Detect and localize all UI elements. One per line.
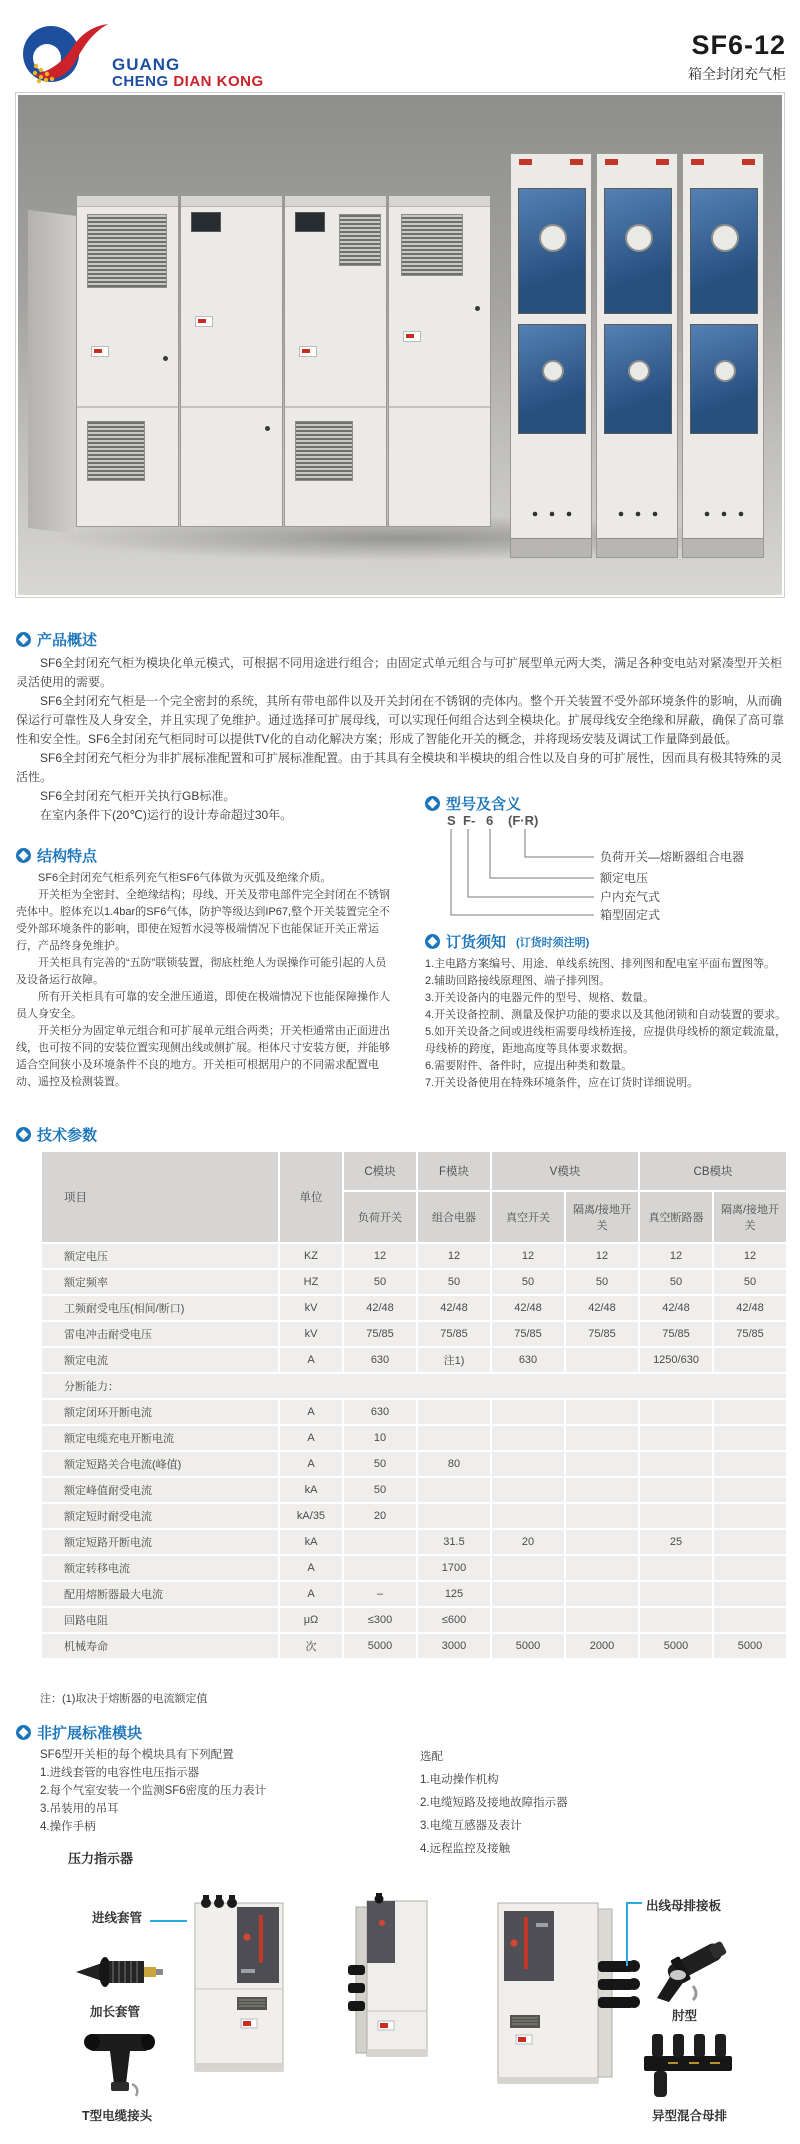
switchgear-unit-front-image [183, 1893, 288, 2083]
flower-icon [425, 934, 440, 949]
unit-cell: A [280, 1348, 342, 1372]
table-row [42, 1478, 786, 1502]
param-name-cell: 额定电压 [42, 1244, 278, 1268]
col-group-header: V模块 [492, 1152, 638, 1190]
param-name-cell: 额定频率 [42, 1270, 278, 1294]
value-cell [640, 1400, 712, 1424]
vent-grille [87, 214, 167, 288]
value-cell [566, 1556, 638, 1580]
value-cell: 50 [344, 1270, 416, 1294]
value-cell [714, 1556, 786, 1580]
diagram-line [490, 829, 594, 878]
value-cell [566, 1478, 638, 1502]
value-cell: 50 [640, 1270, 712, 1294]
value-cell [640, 1478, 712, 1502]
unit-cell: A [280, 1556, 342, 1580]
unit-cell: KZ [280, 1244, 342, 1268]
section-heading-text: 非扩展标准模块 [37, 1725, 143, 1742]
switchgear-unit-side-image [348, 1893, 433, 2065]
table-row [42, 1504, 786, 1528]
value-cell [640, 1556, 712, 1580]
value-cell: 42/48 [492, 1296, 564, 1320]
overview-paragraph: SF6全封闭充气柜是一个完全密封的系统，其所有带电部件以及开关封闭在不锈钢的壳体内。整个开关装置不受外部环境条件的影响，从而确保运行可靠性及人身安全，并且实现了免维护。通过选择可扩展母线，可以实现任何组合达到全模块化。扩展母线安全绝缘和屏蔽，确保了高可靠性和安全性。SF6全封闭充气柜同时可以提供TV化的自动化解决方案；形成了智能化开关的概念，并将现场安装及调试工作量降到最低。 [16, 694, 785, 746]
diagram-line [525, 829, 594, 857]
col-group-header: C模块 [344, 1152, 416, 1190]
standard-config-list [40, 1746, 380, 1836]
cabinet-figure [180, 195, 283, 527]
section-heading-text: 结构特点 [37, 848, 98, 865]
table-row [42, 1400, 786, 1424]
value-cell [640, 1452, 712, 1476]
section-modules-heading [16, 1722, 142, 1743]
page-title: SF6-12 [691, 30, 786, 60]
model-label: 箱型固定式 [600, 908, 661, 922]
pointer-line [150, 1920, 187, 1922]
value-cell: 5000 [344, 1634, 416, 1658]
overview-paragraphs [16, 654, 786, 825]
table-row [42, 1530, 786, 1554]
unit-cell: A [280, 1452, 342, 1476]
table-row [42, 1426, 786, 1450]
ordering-item: 4.开关设备控制、测量及保护功能的要求以及其他闭锁和自动装置的要求。 [425, 1009, 787, 1021]
model-code-part: F- [463, 813, 476, 828]
value-cell [492, 1478, 564, 1502]
section-row-cell: 分断能力： [42, 1374, 786, 1398]
value-cell [640, 1504, 712, 1528]
product-photo-scene [18, 95, 782, 595]
value-cell: 42/48 [418, 1296, 490, 1320]
unit-cell: A [280, 1426, 342, 1450]
value-cell [344, 1556, 416, 1580]
cabinet-figure [76, 195, 179, 527]
value-cell: 50 [344, 1478, 416, 1502]
structure-paragraphs [16, 870, 392, 1091]
value-cell: 20 [344, 1504, 416, 1528]
value-cell [640, 1582, 712, 1606]
extended-bushing-image [72, 1950, 167, 1995]
brand-line-1: GUANG [112, 55, 181, 74]
value-cell: 630 [344, 1400, 416, 1424]
table-row [42, 1582, 786, 1606]
model-label: 负荷开关—熔断器组合电器 [600, 850, 745, 864]
cabinet-figure [388, 195, 491, 527]
value-cell: 12 [640, 1244, 712, 1268]
value-cell [566, 1608, 638, 1632]
hybrid-busbar-label: 异型混合母排 [652, 2109, 728, 2123]
value-cell [640, 1608, 712, 1632]
optional-config-title: 选配 [420, 1751, 443, 1763]
unit-cell: kA [280, 1478, 342, 1502]
value-cell [714, 1582, 786, 1606]
value-cell [714, 1478, 786, 1502]
cabinet-figure [284, 195, 387, 527]
col-subheader: 隔离/接地开关 [714, 1192, 786, 1242]
param-name-cell: 额定短路开断电流 [42, 1530, 278, 1554]
unit-cell: 次 [280, 1634, 342, 1658]
value-cell: 12 [492, 1244, 564, 1268]
pointer-line [626, 1902, 628, 1966]
value-cell [714, 1348, 786, 1372]
flower-icon [16, 1127, 31, 1142]
ordering-heading-note: (订货时须注明) [516, 936, 590, 949]
value-cell [566, 1426, 638, 1450]
vent-grille [339, 214, 381, 266]
value-cell [566, 1582, 638, 1606]
value-cell: 10 [344, 1426, 416, 1450]
value-cell: ≤600 [418, 1608, 490, 1632]
unit-cell: μΩ [280, 1608, 342, 1632]
unit-cell: kA/35 [280, 1504, 342, 1528]
unit-cell: A [280, 1582, 342, 1606]
value-cell: 50 [344, 1452, 416, 1476]
value-cell: 31.5 [418, 1530, 490, 1554]
value-cell: 2000 [566, 1634, 638, 1658]
param-name-cell: 配用熔断器最大电流 [42, 1582, 278, 1606]
value-cell [492, 1426, 564, 1450]
section-heading-text: 技术参数 [37, 1127, 98, 1144]
value-cell: 50 [566, 1270, 638, 1294]
param-name-cell: 额定转移电流 [42, 1556, 278, 1580]
value-cell [640, 1426, 712, 1450]
value-cell: 12 [566, 1244, 638, 1268]
value-cell [418, 1400, 490, 1424]
param-name-cell: 额定短路关合电流(峰值) [42, 1452, 278, 1476]
structure-paragraph: 开关柜具有完善的“五防”联锁装置，彻底杜绝人为误操作可能引起的人员及设备运行故障。 [16, 957, 387, 986]
optional-config-item: 3.电缆互感器及表计 [420, 1820, 522, 1832]
col-group-header: F模块 [418, 1152, 490, 1190]
standard-config-item: 2.每个气室安装一个监测SF6密度的压力表计 [40, 1785, 267, 1797]
tech-parameters-table [40, 1150, 788, 1660]
value-cell [566, 1348, 638, 1372]
param-name-cell: 额定电流 [42, 1348, 278, 1372]
col-subheader: 负荷开关 [344, 1192, 416, 1242]
value-cell: ≤300 [344, 1608, 416, 1632]
brand-line-2 [112, 74, 264, 90]
value-cell [492, 1504, 564, 1528]
value-cell [492, 1608, 564, 1632]
model-label: 额定电压 [600, 871, 649, 885]
value-cell [714, 1400, 786, 1424]
section-overview-heading [16, 629, 97, 650]
model-code-part: 6 [486, 813, 494, 828]
overview-paragraph: 在室内条件下(20℃)运行的设计寿命超过30年。 [40, 808, 293, 822]
param-name-cell: 额定峰值耐受电流 [42, 1478, 278, 1502]
value-cell: 75/85 [418, 1322, 490, 1346]
value-cell [566, 1504, 638, 1528]
value-cell: 42/48 [566, 1296, 638, 1320]
brand-name [112, 56, 264, 90]
param-name-cell: 额定短时耐受电流 [42, 1504, 278, 1528]
section-heading-text: 型号及含义 [446, 796, 522, 813]
value-cell [492, 1400, 564, 1424]
brand-cheng: CHENG [112, 72, 169, 90]
value-cell [714, 1530, 786, 1554]
table-note: 注：(1)取决于熔断器的电流额定值 [40, 1693, 208, 1705]
value-cell: 75/85 [714, 1322, 786, 1346]
value-cell [566, 1452, 638, 1476]
col-header-unit: 单位 [280, 1152, 342, 1242]
ordering-item: 1.主电路方案编号、用途、单线系统图、排列图和配电室平面布置图等。 [425, 958, 776, 970]
value-cell: 25 [640, 1530, 712, 1554]
value-cell: 75/85 [640, 1322, 712, 1346]
value-cell: 80 [418, 1452, 490, 1476]
value-cell: 42/48 [344, 1296, 416, 1320]
value-cell [418, 1478, 490, 1502]
structure-paragraph: 所有开关柜具有可靠的安全泄压通道，即使在极端情况下也能保障操作人员人身安全。 [16, 991, 390, 1020]
value-cell: 12 [344, 1244, 416, 1268]
value-cell [344, 1530, 416, 1554]
vent-grille [87, 421, 145, 481]
section-structure-heading [16, 845, 97, 866]
vent-grille [401, 214, 463, 276]
flower-icon [16, 848, 31, 863]
unit-cell: kV [280, 1296, 342, 1320]
cabinet-figure-blue [682, 153, 764, 558]
table-header-row [42, 1152, 786, 1190]
switchgear-unit-connectors-image [480, 1893, 640, 2093]
section-heading-text: 订货须知 [446, 934, 507, 951]
value-cell: 3000 [418, 1634, 490, 1658]
value-cell [714, 1608, 786, 1632]
hybrid-busbar-image [640, 2028, 735, 2100]
flower-icon [16, 632, 31, 647]
table-row [42, 1452, 786, 1476]
table-row [42, 1322, 786, 1346]
value-cell: 5000 [492, 1634, 564, 1658]
value-cell: 42/48 [640, 1296, 712, 1320]
company-logo-icon [20, 20, 112, 88]
col-group-header: CB模块 [640, 1152, 786, 1190]
table-row [42, 1244, 786, 1268]
structure-paragraph: SF6全封闭充气柜系列充气柜SF6气体做为灭弧及绝缘介质。 [38, 872, 332, 884]
value-cell [714, 1504, 786, 1528]
t-cable-connector-label: T型电缆接头 [82, 2109, 153, 2123]
model-code-part: S [447, 813, 456, 828]
ordering-item: 5.如开关设备之间或进线柜需要母线桥连接，应提供母线桥的额定载流量，母线桥的跨度，距地高度等具体要求数据。 [425, 1026, 787, 1055]
value-cell [566, 1530, 638, 1554]
section-heading-text: 产品概述 [37, 632, 98, 649]
table-row [42, 1296, 786, 1320]
ordering-item: 3.开关设备内的电器元件的型号、规格、数量。 [425, 992, 655, 1004]
value-cell: 50 [492, 1270, 564, 1294]
model-code-part: (F·R) [508, 813, 539, 828]
outlet-busbar-label: 出线母排接板 [646, 1899, 722, 1913]
value-cell: 12 [714, 1244, 786, 1268]
model-label: 户内充气式 [600, 890, 661, 904]
col-subheader: 组合电器 [418, 1192, 490, 1242]
cabinet-figure-blue [510, 153, 592, 558]
diagram-line [451, 829, 594, 915]
cabinet-side-panel [28, 210, 78, 534]
flower-icon [16, 1725, 31, 1740]
brand-diankong: DIAN KONG [173, 72, 264, 90]
param-name-cell: 雷电冲击耐受电压 [42, 1322, 278, 1346]
unit-cell: kA [280, 1530, 342, 1554]
value-cell: 50 [714, 1270, 786, 1294]
optional-config-item: 4.远程监控及接触 [420, 1843, 511, 1855]
section-ordering-heading [425, 931, 589, 952]
unit-cell: kV [280, 1322, 342, 1346]
value-cell: – [344, 1582, 416, 1606]
section-tech-heading [16, 1124, 97, 1145]
value-cell [418, 1504, 490, 1528]
value-cell [418, 1426, 490, 1450]
extended-bushing-label: 加长套管 [90, 2005, 141, 2019]
standard-config-item: 1.进线套管的电容性电压指示器 [40, 1767, 200, 1779]
ordering-item: 2.辅助回路接线原理图、端子排列图。 [425, 975, 611, 987]
value-cell: 1700 [418, 1556, 490, 1580]
param-name-cell: 回路电阻 [42, 1608, 278, 1632]
value-cell: 50 [418, 1270, 490, 1294]
page-subtitle: 箱全封闭充气柜 [688, 66, 786, 82]
model-designation-diagram [428, 812, 788, 930]
page-title-block [688, 30, 786, 84]
inlet-bushing-label: 进线套管 [92, 1911, 143, 1925]
unit-cell: A [280, 1400, 342, 1424]
table-row [42, 1270, 786, 1294]
pointer-line [626, 1902, 642, 1904]
col-subheader: 隔离/接地开关 [566, 1192, 638, 1242]
value-cell: 12 [418, 1244, 490, 1268]
value-cell: 42/48 [714, 1296, 786, 1320]
ordering-items [425, 956, 789, 1092]
structure-paragraph: 开关柜为全密封、全绝缘结构；母线、开关及带电部件完全封闭在不锈钢壳体中。腔体充以1.4bar的SF6气体，防护等级达到IP67,整个开关装置完全不受外部环境条件的影响，即使在短暂水浸等极端情况下也能保证开关正常运行，产品终身免维护。 [16, 889, 391, 952]
value-cell: 1250/630 [640, 1348, 712, 1372]
col-header-item: 项目 [42, 1152, 278, 1242]
product-photo [15, 92, 785, 598]
value-cell: 75/85 [492, 1322, 564, 1346]
standard-config-title: SF6型开关柜的每个模块具有下列配置 [40, 1749, 234, 1761]
overview-paragraph: SF6全封闭充气柜分为非扩展标准配置和可扩展标准配置。由于其具有全模块和半模块的组合性以及自身的可扩展性，因而具有极其特殊的灵活性。 [16, 751, 783, 784]
elbow-connector-image [645, 1928, 735, 2003]
param-name-cell: 额定电缆充电开断电流 [42, 1426, 278, 1450]
overview-paragraph: SF6全封闭充气柜为模块化单元模式，可根据不同用途进行组合；由固定式单元组合与可扩展型单元两大类，满足各种变电站对紧凑型开关柜灵活使用的需要。 [16, 656, 783, 689]
vent-grille [295, 421, 353, 481]
table-section-row [42, 1374, 786, 1398]
standard-config-item: 4.操作手柄 [40, 1821, 96, 1833]
param-name-cell: 机械寿命 [42, 1634, 278, 1658]
overview-paragraph: SF6全封闭充气柜开关执行GB标准。 [40, 789, 236, 803]
t-cable-connector-image [80, 2022, 160, 2104]
value-cell: 630 [344, 1348, 416, 1372]
value-cell: 630 [492, 1348, 564, 1372]
col-subheader: 真空开关 [492, 1192, 564, 1242]
value-cell [492, 1452, 564, 1476]
table-row [42, 1348, 786, 1372]
optional-config-item: 1.电动操作机构 [420, 1774, 499, 1786]
value-cell [714, 1426, 786, 1450]
flower-icon [425, 796, 440, 811]
value-cell [492, 1582, 564, 1606]
value-cell: 注1) [418, 1348, 490, 1372]
col-subheader: 真空断路器 [640, 1192, 712, 1242]
value-cell: 75/85 [566, 1322, 638, 1346]
ordering-item: 6.需要附件、备件时，应提出种类和数量。 [425, 1060, 633, 1072]
standard-config-item: 3.吊装用的吊耳 [40, 1803, 119, 1815]
unit-cell: HZ [280, 1270, 342, 1294]
param-name-cell: 工频耐受电压(相间/断口) [42, 1296, 278, 1320]
param-name-cell: 额定闭环开断电流 [42, 1400, 278, 1424]
table-row [42, 1608, 786, 1632]
value-cell: 20 [492, 1530, 564, 1554]
table-row [42, 1634, 786, 1658]
elbow-connector-label: 肘型 [672, 2009, 698, 2023]
optional-config-item: 2.电缆短路及接地故障指示器 [420, 1797, 568, 1809]
table-row [42, 1556, 786, 1580]
value-cell [566, 1400, 638, 1424]
value-cell: 5000 [714, 1634, 786, 1658]
section-model-heading [425, 793, 521, 814]
value-cell [714, 1452, 786, 1476]
cabinet-figure-blue [596, 153, 678, 558]
structure-paragraph: 开关柜分为固定单元组合和可扩展单元组合两类；开关柜通常由正面进出线，也可按不同的安装位置实现侧出线或侧扩展。柜体尺寸安装方便，并能够适合空间狭小及环境条件不良的地方。开关柜可根据用户的不同需求配置电动、遥控及检测装置。 [16, 1025, 390, 1088]
optional-config-list [420, 1746, 720, 1861]
value-cell: 5000 [640, 1634, 712, 1658]
pressure-indicator-label: 压力指示器 [68, 1851, 134, 1866]
value-cell: 125 [418, 1582, 490, 1606]
diagram-line [468, 829, 594, 897]
ordering-item: 7.开关设备使用在特殊环境条件，应在订货时详细说明。 [425, 1077, 699, 1089]
value-cell: 75/85 [344, 1322, 416, 1346]
value-cell [492, 1556, 564, 1580]
